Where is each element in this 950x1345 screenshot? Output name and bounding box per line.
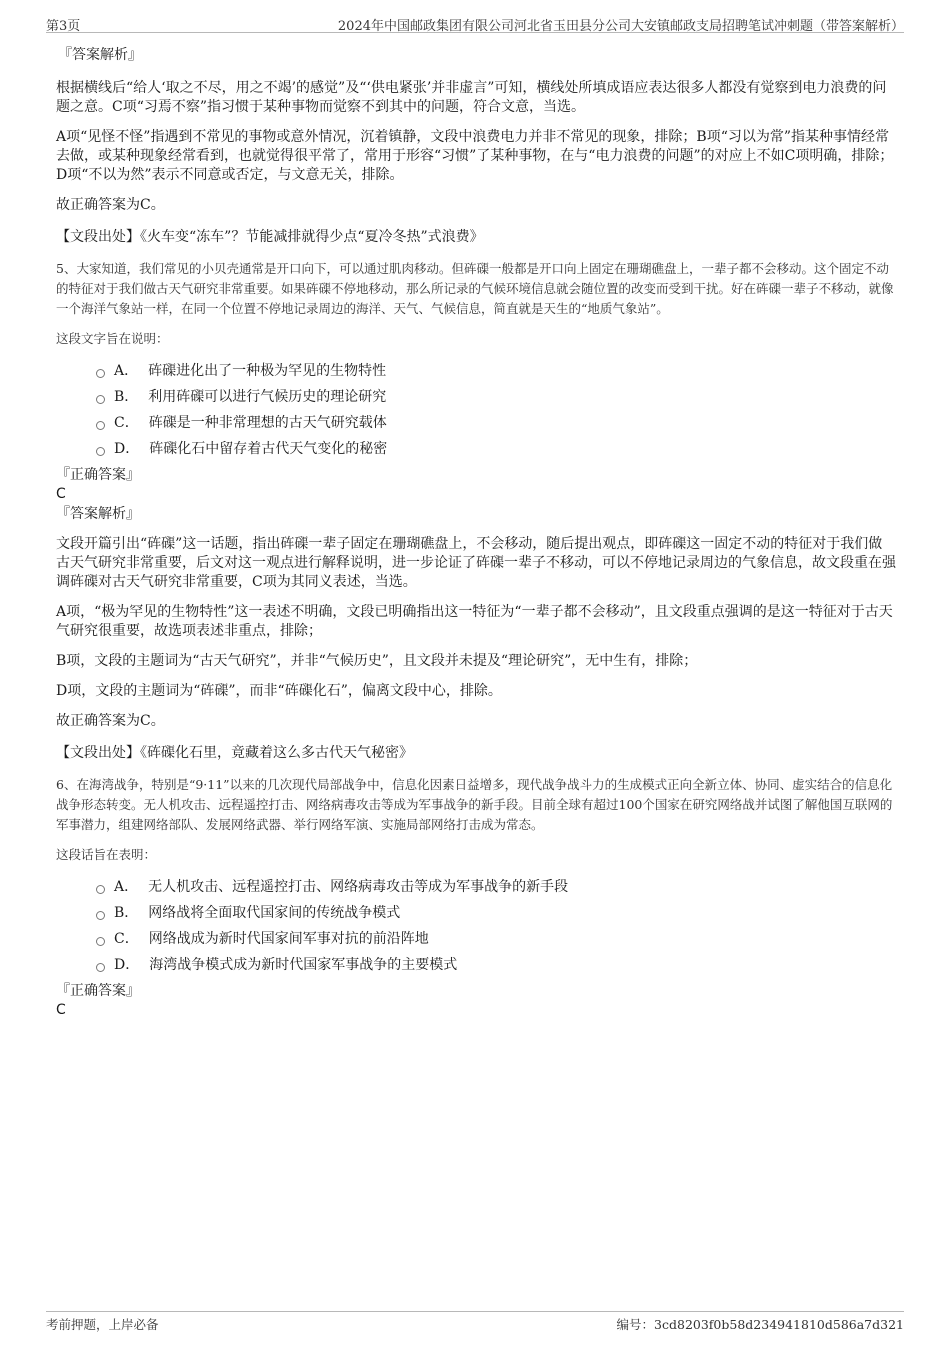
- q5-analysis-paragraph-1: 文段开篇引出“砗磲”这一话题，指出砗磲一辈子固定在珊瑚礁盘上，不会移动，随后提出观点，即砗磲这一固定不动的特征对于我们做古天气研究非常重要，后文对这一观点进行解释说明，进一步论证了砗磲一辈子不移动，可以不停地记录周边的气象信息，故文段重在强调砗磲对古天气研究非常重要，C项为其同义表述，当选。: [56, 536, 896, 590]
- q5-analysis-label: 『答案解析』: [56, 506, 140, 522]
- radio-icon[interactable]: [96, 395, 105, 404]
- option-text: 砗磲是一种非常理想的古天气研究载体: [148, 415, 387, 431]
- option-text: 利用砗磲可以进行气候历史的理论研究: [148, 389, 387, 405]
- radio-icon[interactable]: [96, 911, 105, 920]
- document-title: 2024年中国邮政集团有限公司河北省玉田县分公司大安镇邮政支局招聘笔试冲刺题（带答案解析）: [337, 19, 904, 34]
- radio-icon[interactable]: [96, 421, 105, 430]
- q5-answer: C: [56, 486, 66, 502]
- option-text: 网络战将全面取代国家间的传统战争模式: [148, 905, 401, 921]
- q4-analysis-paragraph-1: 根据横线后“给人‘取之不尽，用之不竭’的感觉”及“‘供电紧张’并非虚言”可知，横线处所填成语应表达很多人都没有觉察到电力浪费的问题之意。C项“习焉不察”指习惯于某种事物而觉察不到其中的问题，符合文意，当选。: [56, 80, 887, 115]
- q6-stem: 6、在海湾战争，特别是“9·11”以来的几次现代局部战争中，信息化因素日益增多，现代战争战斗力的生成模式正向全新立体、协同、虚实结合的信息化战争形态转变。无人机攻击、远程遥控打击、网络病毒攻击等成为军事战争的新手段。目前全球有超过100个国家在研究网络战并试图了解他国互联网的军事潜力，组建网络部队、发展网络武器、举行网络军演、实施局部网络打击成为常态。: [56, 777, 893, 832]
- page-footer: [46, 1311, 904, 1332]
- q6-answer-label: 『正确答案』: [56, 983, 140, 999]
- option-letter: B．: [114, 905, 139, 921]
- q4-analysis-paragraph-2: A项“见怪不怪”指遇到不常见的事物或意外情况，沉着镇静，文段中浪费电力并非不常见的现象，排除；B项“习以为常”指某种事情经常去做，或某种现象经常看到，也就觉得很平常了，常用于形容“习惯”了某种事物，在与“电力浪费的问题”的对应上不如C项明确，排除；D项“不以为然”表示不同意或否定，与文意无关，排除。: [56, 129, 894, 183]
- q6-question: 这段话旨在表明：: [56, 847, 157, 862]
- page-number: 第3页: [46, 19, 81, 34]
- q6-option-c[interactable]: [96, 926, 896, 952]
- q6-option-a[interactable]: [96, 874, 896, 900]
- option-text: 网络战成为新时代国家间军事对抗的前沿阵地: [148, 931, 429, 947]
- option-letter: B．: [114, 389, 139, 405]
- q5-answer-label: 『正确答案』: [56, 467, 140, 483]
- q5-conclusion: 故正确答案为C。: [56, 713, 165, 729]
- option-letter: C．: [114, 415, 139, 431]
- q4-analysis-label: 『答案解析』: [58, 47, 142, 63]
- option-letter: D．: [114, 957, 140, 973]
- radio-icon[interactable]: [96, 447, 105, 456]
- q5-analysis-paragraph-4: D项，文段的主题词为“砗磲”，而非“砗磲化石”，偏离文段中心，排除。: [56, 683, 502, 699]
- option-letter: D．: [114, 441, 140, 457]
- option-letter: C．: [114, 931, 139, 947]
- option-letter: A．: [114, 879, 139, 895]
- option-letter: A．: [114, 363, 139, 379]
- q5-option-a[interactable]: [96, 358, 896, 384]
- option-text: 无人机攻击、远程遥控打击、网络病毒攻击等成为军事战争的新手段: [148, 879, 569, 895]
- page-content: [56, 46, 896, 1019]
- q5-analysis-paragraph-3: B项，文段的主题词为“古天气研究”，并非“气候历史”，且文段并未提及“理论研究”，无中生有，排除；: [56, 653, 698, 669]
- radio-icon[interactable]: [96, 885, 105, 894]
- q5-analysis-paragraph-2: A项，“极为罕见的生物特性”这一表述不明确，文段已明确指出这一特征为“一辈子都不会移动”，且文段重点强调的是这一特征对于古天气研究很重要，故选项表述非重点，排除；: [56, 604, 893, 639]
- q4-source: 【文段出处】《火车变“冻车”？节能减排就得少点“夏冷冬热”式浪费》: [56, 229, 484, 245]
- option-text: 海湾战争模式成为新时代国家军事战争的主要模式: [149, 957, 458, 973]
- q6-options: [96, 874, 896, 978]
- document-code: 编号：3cd8203f0b58d234941810d586a7d321: [616, 1317, 904, 1332]
- q5-question: 这段文字旨在说明：: [56, 331, 169, 346]
- q5-option-d[interactable]: [96, 436, 896, 462]
- radio-icon[interactable]: [96, 963, 105, 972]
- option-text: 砗磲进化出了一种极为罕见的生物特性: [148, 363, 387, 379]
- q6-answer: C: [56, 1002, 66, 1018]
- option-text: 砗磲化石中留存着古代天气变化的秘密: [149, 441, 388, 457]
- radio-icon[interactable]: [96, 369, 105, 378]
- q5-options: [96, 358, 896, 462]
- footer-slogan: 考前押题，上岸必备: [46, 1317, 159, 1332]
- q5-option-c[interactable]: [96, 410, 896, 436]
- q5-option-b[interactable]: [96, 384, 896, 410]
- q6-option-d[interactable]: [96, 952, 896, 978]
- page-header: [46, 14, 904, 33]
- q5-stem: 5、大家知道，我们常见的小贝壳通常是开口向下，可以通过肌肉移动。但砗磲一般都是开口向上固定在珊瑚礁盘上，一辈子都不会移动。这个固定不动的特征对于我们做古天气研究非常重要。如果砗磲不停地移动，那么所记录的气候环境信息就会随位置的改变而受到干扰。好在砗磲一辈子不移动，就像一个海洋气象站一样，在同一个位置不停地记录周边的海洋、天气、气候信息，简直就是天生的“地质气象站”。: [56, 261, 894, 316]
- q4-conclusion: 故正确答案为C。: [56, 197, 165, 213]
- radio-icon[interactable]: [96, 937, 105, 946]
- q5-source: 【文段出处】《砗磲化石里，竟藏着这么多古代天气秘密》: [56, 745, 413, 761]
- q6-option-b[interactable]: [96, 900, 896, 926]
